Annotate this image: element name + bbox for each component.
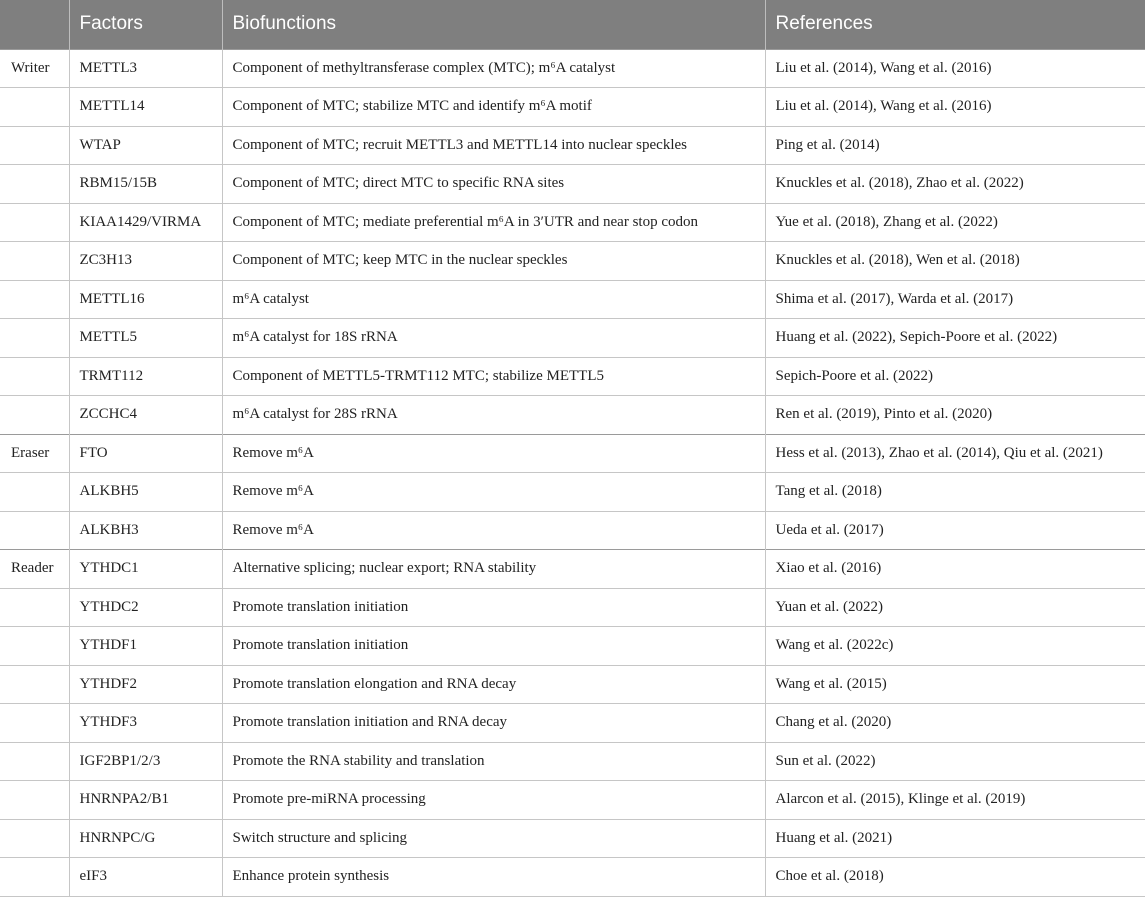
biofunction-cell: Promote the RNA stability and translation [222, 742, 765, 781]
table-row [0, 742, 1145, 781]
category-cell [0, 665, 69, 704]
header-factors: Factors [69, 0, 222, 49]
factor-cell: METTL14 [69, 88, 222, 127]
references-cell: Alarcon et al. (2015), Klinge et al. (2019) [765, 781, 1145, 820]
category-cell: Eraser [0, 434, 69, 473]
biofunction-cell: Alternative splicing; nuclear export; RNA stability [222, 550, 765, 589]
references-cell: Yue et al. (2018), Zhang et al. (2022) [765, 203, 1145, 242]
category-cell [0, 704, 69, 743]
biofunction-cell: Component of METTL5-TRMT112 MTC; stabilize METTL5 [222, 357, 765, 396]
table-row [0, 858, 1145, 897]
factor-cell: ZCCHC4 [69, 396, 222, 435]
references-cell: Tang et al. (2018) [765, 473, 1145, 512]
references-cell: Knuckles et al. (2018), Wen et al. (2018) [765, 242, 1145, 281]
category-cell [0, 858, 69, 897]
biofunction-cell: Remove m⁶A [222, 511, 765, 550]
biofunction-cell: Promote translation initiation [222, 627, 765, 666]
biofunction-cell: Component of MTC; keep MTC in the nuclear speckles [222, 242, 765, 281]
references-cell: Wang et al. (2015) [765, 665, 1145, 704]
table-row [0, 357, 1145, 396]
references-cell: Shima et al. (2017), Warda et al. (2017) [765, 280, 1145, 319]
factor-cell: YTHDF2 [69, 665, 222, 704]
category-cell [0, 203, 69, 242]
factor-cell: METTL5 [69, 319, 222, 358]
factor-cell: YTHDC2 [69, 588, 222, 627]
table-row [0, 704, 1145, 743]
category-cell [0, 280, 69, 319]
table-row [0, 665, 1145, 704]
biofunction-cell: Promote translation elongation and RNA decay [222, 665, 765, 704]
table-row [0, 88, 1145, 127]
header-row [0, 0, 1145, 49]
biofunction-cell: Switch structure and splicing [222, 819, 765, 858]
references-cell: Ueda et al. (2017) [765, 511, 1145, 550]
category-cell [0, 588, 69, 627]
category-cell [0, 781, 69, 820]
references-cell: Ping et al. (2014) [765, 126, 1145, 165]
header-category [0, 0, 69, 49]
table-row [0, 49, 1145, 88]
header-references: References [775, 13, 873, 35]
category-cell: Writer [0, 49, 69, 88]
category-cell [0, 396, 69, 435]
factor-cell: ALKBH5 [69, 473, 222, 512]
category-cell [0, 511, 69, 550]
references-cell: Huang et al. (2022), Sepich-Poore et al. (2022) [765, 319, 1145, 358]
table-row [0, 126, 1145, 165]
table-row [0, 165, 1145, 204]
references-cell: Yuan et al. (2022) [765, 588, 1145, 627]
factor-cell: ALKBH3 [69, 511, 222, 550]
category-cell [0, 126, 69, 165]
factor-cell: YTHDC1 [69, 550, 222, 589]
biofunction-cell: Component of MTC; direct MTC to specific RNA sites [222, 165, 765, 204]
references-cell: Chang et al. (2020) [765, 704, 1145, 743]
biofunction-cell: Component of MTC; stabilize MTC and identify m⁶A motif [222, 88, 765, 127]
table-row [0, 434, 1145, 473]
factor-cell: METTL3 [69, 49, 222, 88]
category-cell [0, 819, 69, 858]
references-cell: Liu et al. (2014), Wang et al. (2016) [765, 88, 1145, 127]
table-row [0, 627, 1145, 666]
factor-cell: ZC3H13 [69, 242, 222, 281]
factor-cell: HNRNPC/G [69, 819, 222, 858]
factor-cell: METTL16 [69, 280, 222, 319]
header-biofunctions: Biofunctions [222, 0, 765, 49]
table-row [0, 819, 1145, 858]
factor-cell: eIF3 [69, 858, 222, 897]
references-cell: Xiao et al. (2016) [765, 550, 1145, 589]
category-cell [0, 627, 69, 666]
category-cell [0, 88, 69, 127]
table-row [0, 473, 1145, 512]
factor-cell: HNRNPA2/B1 [69, 781, 222, 820]
references-cell: Huang et al. (2021) [765, 819, 1145, 858]
references-cell: Sepich-Poore et al. (2022) [765, 357, 1145, 396]
factor-cell: TRMT112 [69, 357, 222, 396]
factor-cell: RBM15/15B [69, 165, 222, 204]
biofunction-cell: Component of methyltransferase complex (MTC); m⁶A catalyst [222, 49, 765, 88]
references-cell: Liu et al. (2014), Wang et al. (2016) [765, 49, 1145, 88]
biofunction-cell: m⁶A catalyst for 28S rRNA [222, 396, 765, 435]
factor-cell: FTO [69, 434, 222, 473]
biofunction-cell: Promote pre-miRNA processing [222, 781, 765, 820]
biofunction-cell: m⁶A catalyst [222, 280, 765, 319]
category-cell [0, 742, 69, 781]
factor-cell: KIAA1429/VIRMA [69, 203, 222, 242]
references-cell: Wang et al. (2022c) [765, 627, 1145, 666]
factor-cell: YTHDF1 [69, 627, 222, 666]
table-row [0, 319, 1145, 358]
biofunction-cell: Remove m⁶A [222, 473, 765, 512]
biofunction-cell: Promote translation initiation [222, 588, 765, 627]
references-cell: Hess et al. (2013), Zhao et al. (2014), Qiu et al. (2021) [765, 434, 1145, 473]
table-body [0, 49, 1145, 896]
biofunction-cell: Component of MTC; recruit METTL3 and METTL14 into nuclear speckles [222, 126, 765, 165]
category-cell [0, 473, 69, 512]
factor-cell: WTAP [69, 126, 222, 165]
table-row [0, 550, 1145, 589]
references-cell: Ren et al. (2019), Pinto et al. (2020) [765, 396, 1145, 435]
table-row [0, 396, 1145, 435]
category-cell [0, 357, 69, 396]
table-row [0, 511, 1145, 550]
category-cell: Reader [0, 550, 69, 589]
category-cell [0, 242, 69, 281]
references-cell: Knuckles et al. (2018), Zhao et al. (2022) [765, 165, 1145, 204]
biofunction-cell: m⁶A catalyst for 18S rRNA [222, 319, 765, 358]
table-row [0, 203, 1145, 242]
table-row [0, 280, 1145, 319]
table-row [0, 781, 1145, 820]
table-row [0, 588, 1145, 627]
biofunction-cell: Enhance protein synthesis [222, 858, 765, 897]
biofunction-cell: Promote translation initiation and RNA decay [222, 704, 765, 743]
biofunction-cell: Component of MTC; mediate preferential m⁶A in 3′UTR and near stop codon [222, 203, 765, 242]
table-header [0, 0, 1145, 49]
references-cell: Choe et al. (2018) [765, 858, 1145, 897]
factor-cell: IGF2BP1/2/3 [69, 742, 222, 781]
factor-cell: YTHDF3 [69, 704, 222, 743]
table-row [0, 242, 1145, 281]
biofunction-cell: Remove m⁶A [222, 434, 765, 473]
category-cell [0, 319, 69, 358]
references-cell: Sun et al. (2022) [765, 742, 1145, 781]
category-cell [0, 165, 69, 204]
